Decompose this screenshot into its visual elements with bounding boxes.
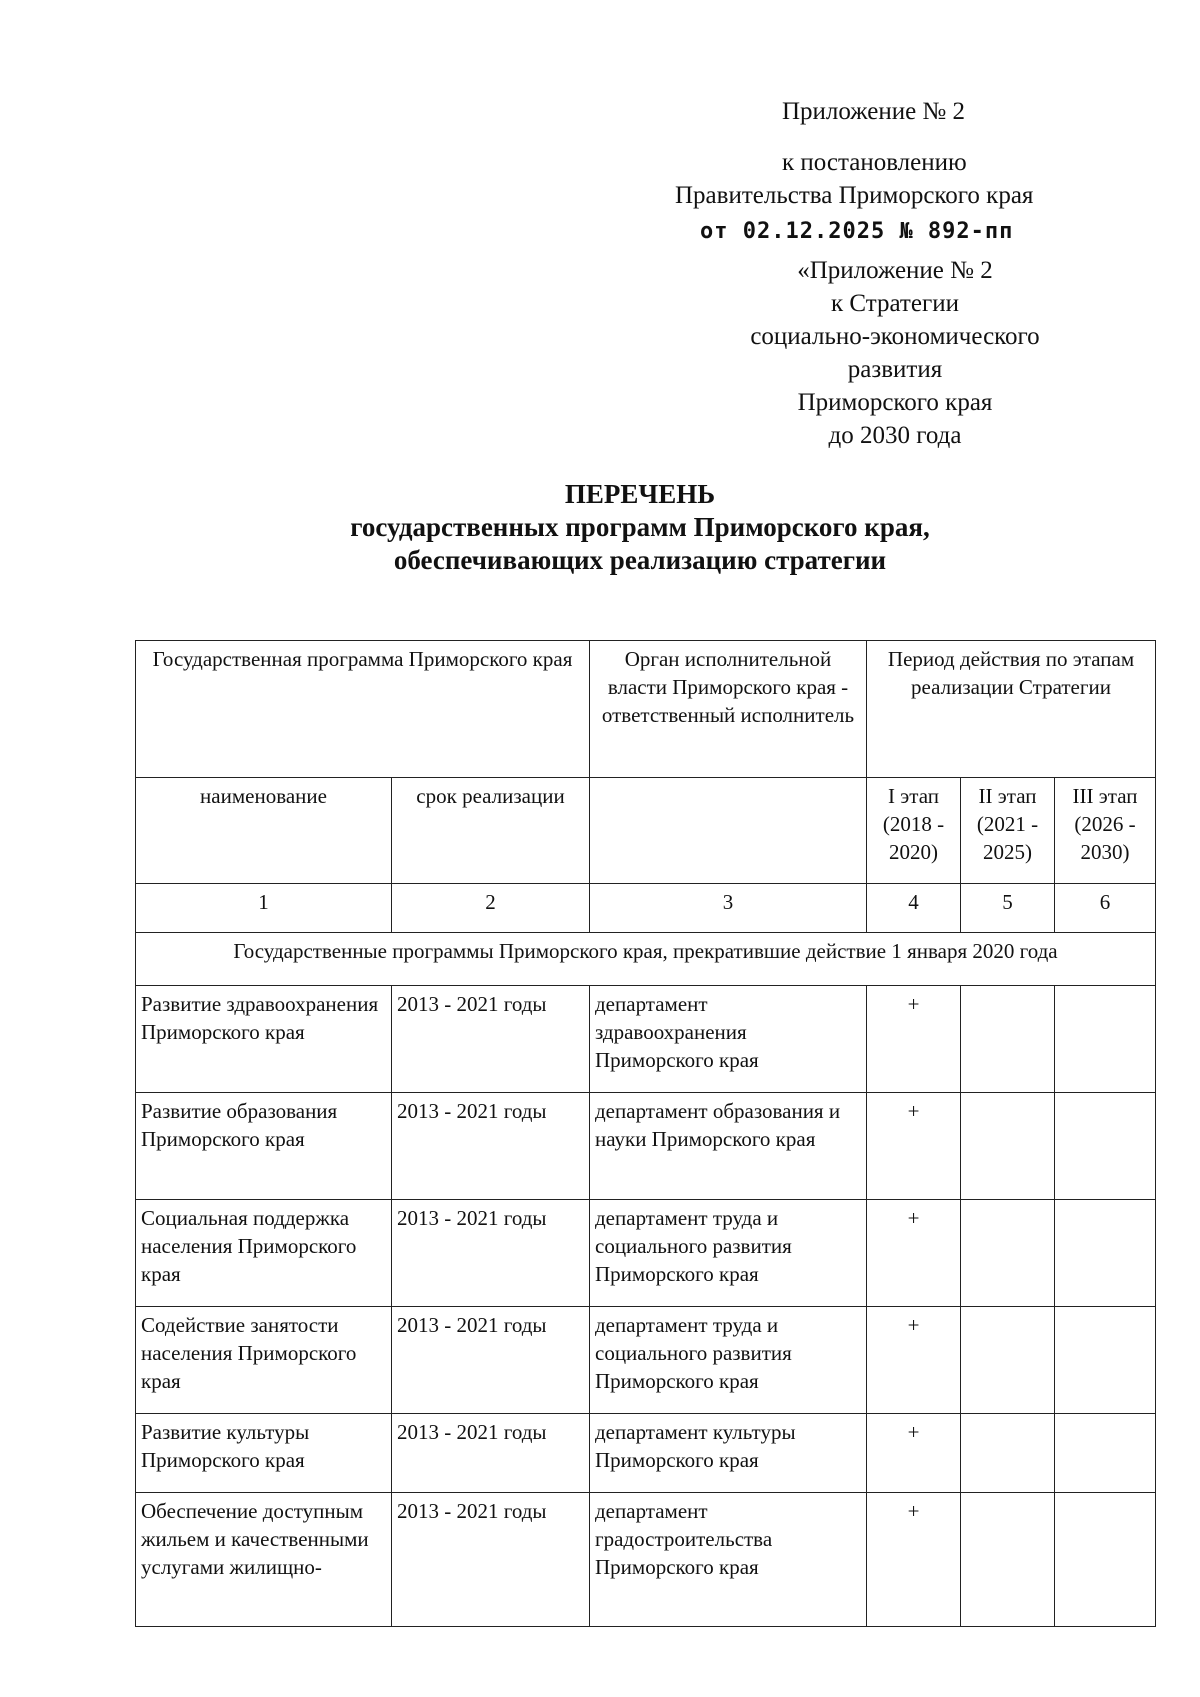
- table-row: [136, 1307, 1156, 1414]
- column-numbers-row: [136, 884, 1156, 933]
- table-subheader-row: [136, 778, 1156, 884]
- stage-2-mark: [961, 986, 1055, 1093]
- strategy-line: развития: [847, 356, 943, 383]
- strategy-line: до 2030 года: [828, 422, 962, 449]
- stage-3-mark: [1055, 1200, 1156, 1307]
- program-authority: департамент труда и социального развития Приморского края: [590, 1307, 867, 1414]
- program-term: 2013 - 2021 годы: [392, 1307, 590, 1414]
- strategy-line: социально-экономического: [750, 323, 1040, 350]
- column-number: 3: [590, 884, 867, 933]
- table-row: [136, 1093, 1156, 1200]
- program-authority: департамент труда и социального развития Приморского края: [590, 1200, 867, 1307]
- header-stage-3: III этап (2026 - 2030): [1055, 778, 1156, 884]
- header-program: Государственная программа Приморского края: [136, 641, 590, 778]
- stage-2-mark: [961, 1307, 1055, 1414]
- program-name: Развитие культуры Приморского края: [136, 1414, 392, 1493]
- program-term: 2013 - 2021 годы: [392, 986, 590, 1093]
- stage-3-mark: [1055, 986, 1156, 1093]
- to-resolution-label: к постановлению: [782, 149, 967, 176]
- program-authority: департамент градостроительства Приморского края: [590, 1493, 867, 1627]
- program-term: 2013 - 2021 годы: [392, 1414, 590, 1493]
- program-authority: департамент здравоохранения Приморского края: [590, 986, 867, 1093]
- section-title: Государственные программы Приморского края, прекратившие действие 1 января 2020 года: [136, 933, 1156, 986]
- decree-reference: от 02.12.2025 № 892-пп: [700, 219, 1014, 244]
- program-term: 2013 - 2021 годы: [392, 1493, 590, 1627]
- header-name: наименование: [136, 778, 392, 884]
- table-row: [136, 1414, 1156, 1493]
- table-header-row: [136, 641, 1156, 778]
- column-number: 2: [392, 884, 590, 933]
- stage-3-mark: [1055, 1493, 1156, 1627]
- document-subtitle-2: обеспечивающих реализацию стратегии: [393, 545, 887, 575]
- header-empty: [590, 778, 867, 884]
- strategy-line: «Приложение № 2: [797, 257, 993, 284]
- header-authority: Орган исполнительной власти Приморского края - ответственный исполнитель: [590, 641, 867, 778]
- strategy-appendix-block: [700, 254, 1090, 452]
- stage-2-mark: [961, 1093, 1055, 1200]
- section-row: [136, 933, 1156, 986]
- stage-2-mark: [961, 1200, 1055, 1307]
- header-stage-2: II этап (2021 - 2025): [961, 778, 1055, 884]
- stage-1-mark: +: [867, 1093, 961, 1200]
- document-subtitle-1: государственных программ Приморского края,: [350, 512, 930, 542]
- appendix-label: Приложение № 2: [782, 98, 966, 125]
- stage-1-mark: +: [867, 1414, 961, 1493]
- table-row: [136, 1493, 1156, 1627]
- stage-3-mark: [1055, 1093, 1156, 1200]
- program-name: Обеспечение доступным жильем и качественными услугами жилищно-: [136, 1493, 392, 1627]
- column-number: 1: [136, 884, 392, 933]
- program-name: Развитие образования Приморского края: [136, 1093, 392, 1200]
- program-term: 2013 - 2021 годы: [392, 1200, 590, 1307]
- program-authority: департамент образования и науки Приморского края: [590, 1093, 867, 1200]
- column-number: 5: [961, 884, 1055, 933]
- column-number: 4: [867, 884, 961, 933]
- government-label: Правительства Приморского края: [675, 182, 1034, 209]
- program-authority: департамент культуры Приморского края: [590, 1414, 867, 1493]
- document-title: ПЕРЕЧЕНЬ: [564, 479, 716, 509]
- stage-3-mark: [1055, 1414, 1156, 1493]
- program-term: 2013 - 2021 годы: [392, 1093, 590, 1200]
- header-period: Период действия по этапам реализации Стратегии: [867, 641, 1156, 778]
- stage-1-mark: +: [867, 1200, 961, 1307]
- program-name: Развитие здравоохранения Приморского края: [136, 986, 392, 1093]
- stage-1-mark: +: [867, 1493, 961, 1627]
- stage-1-mark: +: [867, 986, 961, 1093]
- stage-1-mark: +: [867, 1307, 961, 1414]
- strategy-line: к Стратегии: [831, 290, 959, 317]
- program-name: Содействие занятости населения Приморского края: [136, 1307, 392, 1414]
- table-row: [136, 986, 1156, 1093]
- table-row: [136, 1200, 1156, 1307]
- stage-3-mark: [1055, 1307, 1156, 1414]
- stage-2-mark: [961, 1493, 1055, 1627]
- column-number: 6: [1055, 884, 1156, 933]
- header-term: срок реализации: [392, 778, 590, 884]
- stage-2-mark: [961, 1414, 1055, 1493]
- strategy-line: Приморского края: [797, 389, 993, 416]
- header-stage-1: I этап (2018 - 2020): [867, 778, 961, 884]
- program-name: Социальная поддержка населения Приморского края: [136, 1200, 392, 1307]
- programs-table: [135, 640, 1156, 1627]
